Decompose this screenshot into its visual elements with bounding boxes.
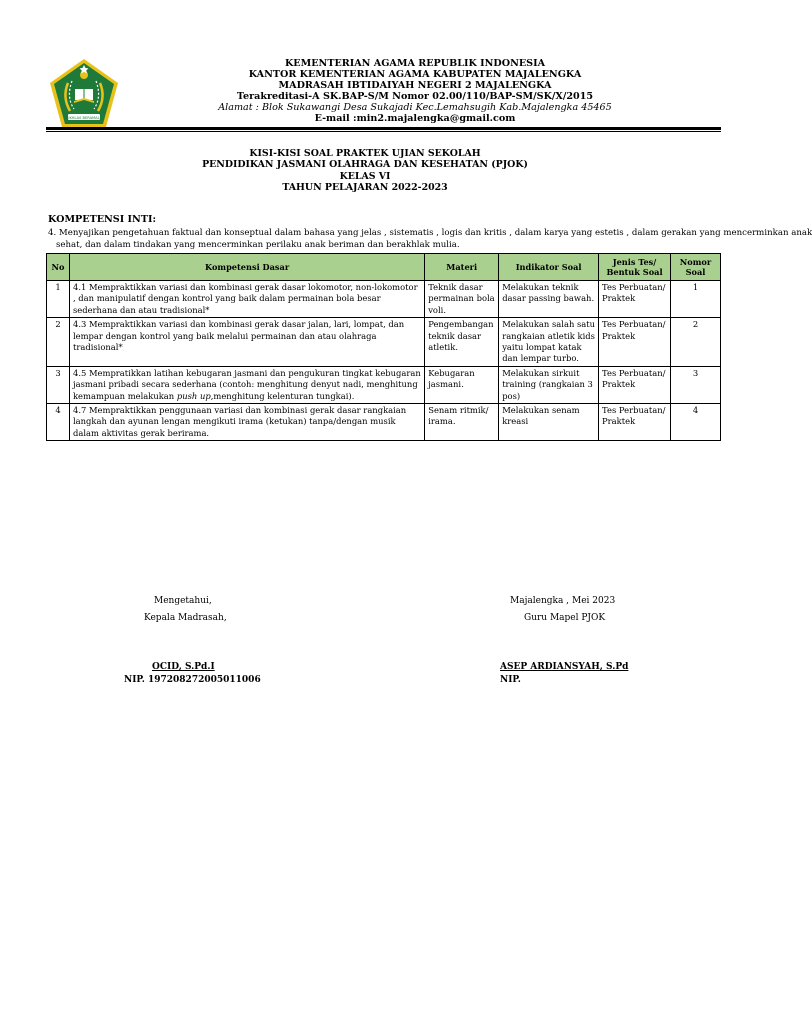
row-kompetensi-dasar: 4.7 Mempraktikkan penggunaan variasi dan kombinasi gerak dasar rangkaian langkah dan ayunan lengan mengikuti irama (ketukan) tanpa/dengan musik dalam aktivitas gerak berirama.: [69, 404, 424, 441]
kd-text-end: ,menghitung kelenturan tungkai).: [210, 390, 355, 401]
letterhead-line1: KEMENTERIAN AGAMA REPUBLIK INDONESIA: [284, 58, 546, 69]
header-kompetensi-dasar: Kompetensi Dasar: [69, 254, 424, 281]
row-indikator: Melakukan teknik dasar passing bawah.: [499, 281, 599, 318]
sig-right-title: Guru Mapel PJOK: [524, 613, 606, 623]
row-jenis-tes: Tes Perbuatan/ Praktek: [599, 404, 671, 441]
sig-left-name: OCID, S.Pd.I: [152, 662, 215, 672]
row-materi: Senam ritmik/ irama.: [425, 404, 499, 441]
row-materi: Pengembangan teknik dasar atletik.: [425, 318, 499, 367]
sig-right-name: ASEP ARDIANSYAH, S.Pd: [500, 662, 629, 672]
sig-right-place: Majalengka ,: [510, 596, 570, 606]
ministry-logo: [46, 57, 122, 133]
ki-heading: KOMPETENSI INTI:: [48, 214, 156, 225]
header-divider-thin: [46, 131, 721, 132]
kisi-kisi-table: [46, 253, 721, 441]
logo-motto: IKHLAS BERAMAL: [68, 116, 100, 120]
ki-line2: sehat, dan dalam tindakan yang mencerminkan perilaku anak beriman dan berakhlak mulia.: [56, 239, 460, 250]
letterhead-line3: MADRASAH IBTIDAIYAH NEGERI 2 MAJALENGKA: [278, 80, 552, 91]
row-nomor-soal: 3: [670, 366, 720, 403]
title-line4: TAHUN PELAJARAN 2022-2023: [282, 181, 448, 193]
title-line3: KELAS VI: [339, 170, 391, 182]
row-jenis-tes: Tes Perbuatan/ Praktek: [599, 281, 671, 318]
row-kompetensi-dasar: [69, 366, 424, 403]
header-nomor-soal: Nomor Soal: [670, 254, 720, 281]
letterhead-address: Alamat : Blok Sukawangi Desa Sukajadi Kec.Lemahsugih Kab.Majalengka 45465: [218, 102, 612, 113]
row-nomor-soal: 4: [670, 404, 720, 441]
row-no: 4: [47, 404, 70, 441]
header-indikator-soal: Indikator Soal: [499, 254, 599, 281]
table-row: [47, 281, 721, 318]
row-materi: Kebugaran jasmani.: [425, 366, 499, 403]
row-jenis-tes: Tes Perbuatan/ Praktek: [599, 366, 671, 403]
row-kompetensi-dasar: 4.1 Mempraktikkan variasi dan kombinasi gerak dasar lokomotor, non-lokomotor , dan manipulatif dengan kontrol yang baik dalam permainan bola besar sederhana dan atau tradisional*: [69, 281, 424, 318]
header-jenis-tes: Jenis Tes/ Bentuk Soal: [599, 254, 671, 281]
sig-left-acknowledged: Mengetahui,: [154, 596, 212, 606]
table-row: [47, 318, 721, 367]
kd-italic-term: push up: [176, 390, 211, 401]
letterhead-email: E-mail :min2.majalengka@gmail.com: [314, 113, 516, 124]
row-nomor-soal: 1: [670, 281, 720, 318]
row-indikator: Melakukan salah satu rangkaian atletik kids yaitu lompat katak dan lempar turbo.: [499, 318, 599, 367]
row-jenis-tes: Tes Perbuatan/ Praktek: [599, 318, 671, 367]
header-materi: Materi: [425, 254, 499, 281]
sig-left-title: Kepala Madrasah,: [144, 613, 227, 623]
row-indikator: Melakukan sirkuit training (rangkaian 3 pos): [499, 366, 599, 403]
title-line2: PENDIDIKAN JASMANI OLAHRAGA DAN KESEHATAN (PJOK): [202, 159, 528, 171]
table-row: [47, 404, 721, 441]
sig-right-date: Mei 2023: [572, 596, 616, 606]
header-divider-thick: [46, 127, 721, 130]
row-no: 1: [47, 281, 70, 318]
sig-left-nip: NIP. 197208272005011006: [124, 675, 261, 685]
row-kompetensi-dasar: 4.3 Mempraktikkan variasi dan kombinasi gerak dasar jalan, lari, lompat, dan lempar dengan kontrol yang baik melalui permainan dan atau olahraga tradisional*: [69, 318, 424, 367]
table-header-row: [47, 254, 721, 281]
document-title: [150, 148, 580, 193]
ki-line1: 4. Menyajikan pengetahuan faktual dan konseptual dalam bahasa yang jelas , sistematis , logis dan kritis , dalam karya yang estetis , dalam gerakan yang mencerminkan anak: [48, 228, 812, 238]
letterhead-accreditation: Terakreditasi-A SK.BAP-S/M Nomor 02.00/110/BAP-SM/SK/X/2015: [236, 91, 594, 102]
row-no: 3: [47, 366, 70, 403]
row-materi: Teknik dasar permainan bola voli.: [425, 281, 499, 318]
table-row: [47, 366, 721, 403]
header-no: No: [47, 254, 70, 281]
title-line1: KISI-KISI SOAL PRAKTEK UJIAN SEKOLAH: [249, 148, 481, 159]
row-no: 2: [47, 318, 70, 367]
sig-right-nip: NIP.: [500, 675, 521, 685]
letterhead: [200, 58, 630, 124]
ki-text: [48, 228, 812, 251]
row-nomor-soal: 2: [670, 318, 720, 367]
kd-text: 4.5 Mempratikkan latihan kebugaran jasmani dan pengukuran tingkat kebugaran jasmani pribadi secara sederhana (contoh: menghitung denyut nadi, menghitung kemampuan melakukan: [72, 367, 421, 401]
letterhead-line2: KANTOR KEMENTERIAN AGAMA KABUPATEN MAJALENGKA: [248, 69, 582, 80]
row-indikator: Melakukan senam kreasi: [499, 404, 599, 441]
